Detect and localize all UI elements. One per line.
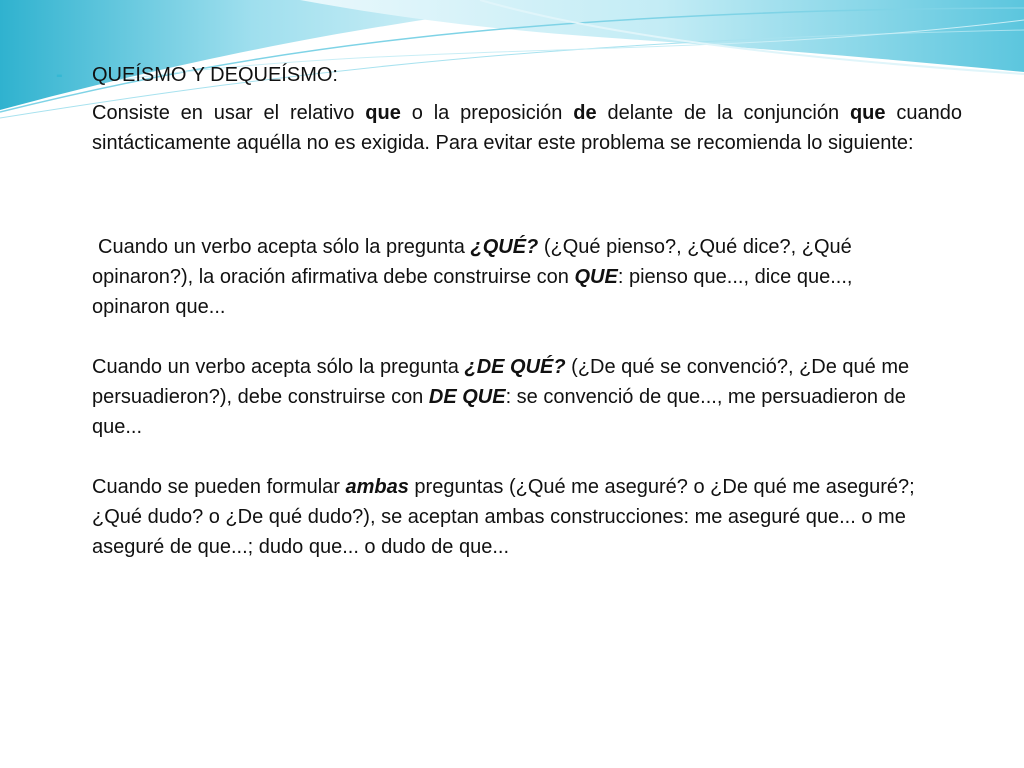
intro-bold-que: que bbox=[849, 102, 886, 124]
rule-emphasis: ¿DE QUÉ? bbox=[464, 356, 566, 378]
intro-text: cuando sintácticamente aquélla no es exigida. Para evitar este problema se recomienda lo siguiente: bbox=[92, 102, 962, 154]
rules-list bbox=[92, 232, 932, 592]
intro-text: delante de la conjunción bbox=[596, 102, 850, 124]
rule-emphasis: ambas bbox=[345, 476, 409, 498]
rule-text: preguntas (¿Qué me aseguré? o ¿De qué me aseguré?; ¿Qué dudo? o ¿De qué dudo?), se aceptan ambas construcciones: me aseguré que... o me aseguré de que...; dudo que... o dudo de que... bbox=[92, 476, 915, 558]
rule-emphasis: ¿QUÉ? bbox=[470, 236, 539, 258]
rule-text: : pienso que..., dice que..., opinaron que... bbox=[92, 266, 853, 318]
intro-paragraph bbox=[92, 98, 962, 158]
intro-text: Consiste en usar el relativo bbox=[92, 102, 366, 124]
intro-bold-de: de bbox=[573, 102, 597, 124]
intro-text: o la preposición bbox=[400, 102, 574, 124]
rule-emphasis: DE QUE bbox=[428, 386, 506, 408]
rule-text: (¿Qué pienso?, ¿Qué dice?, ¿Qué opinaron?), la oración afirmativa debe construirse con bbox=[92, 236, 852, 288]
rule-text: Cuando un verbo acepta sólo la pregunta bbox=[98, 236, 471, 258]
wave-band-light bbox=[300, 0, 1024, 72]
rule-de-que bbox=[92, 352, 932, 442]
heading-title: QUEÍSMO Y DEQUEÍSMO: bbox=[92, 64, 338, 86]
bullet-dash: - bbox=[56, 64, 63, 86]
rule-text: Cuando se pueden formular bbox=[92, 476, 346, 498]
rule-emphasis: QUE bbox=[574, 266, 618, 288]
rule-text: Cuando un verbo acepta sólo la pregunta bbox=[92, 356, 465, 378]
intro-bold-que: que bbox=[365, 102, 401, 124]
heading-row bbox=[56, 62, 338, 88]
rule-text: (¿De qué se convenció?, ¿De qué me persuadieron?), debe construirse con bbox=[92, 356, 910, 408]
rule-que bbox=[92, 232, 932, 322]
rule-text: : se convenció de que..., me persuadieron de que... bbox=[92, 386, 906, 438]
rule-ambas bbox=[92, 472, 932, 562]
